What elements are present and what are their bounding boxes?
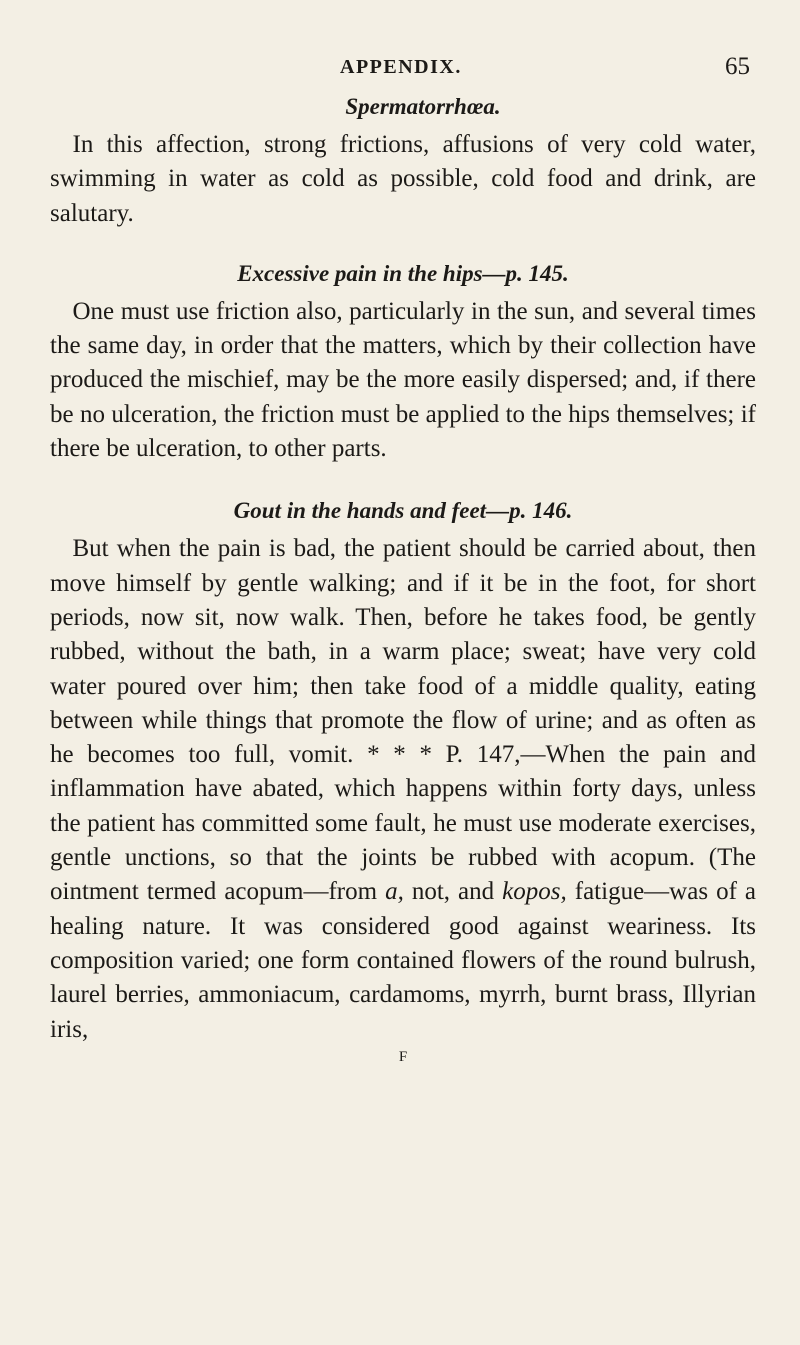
section-heading-hips-ref: —p. 145.	[482, 260, 569, 286]
section-text-hips: One must use friction also, particularly in the sun, and several times the same day, in order that the matters, which by their collection have produced the mischief, may be the more easily dispersed; and, if there be no ulceration, the friction must be applied to the hips themselves; if there be ulceration, to other parts.	[50, 297, 756, 463]
gout-italic-kopos: kopos,	[502, 878, 567, 906]
gout-italic-a: a,	[385, 878, 404, 906]
section-heading-hips	[50, 257, 756, 291]
book-page	[50, 53, 757, 1066]
running-head-title: APPENDIX.	[340, 56, 462, 78]
gout-text-part-1: But when the pain is bad, the patient should be carried about, then move himself by gentle walking; and if it be in the foot, for short periods, now sit, now walk. Then, before he takes food, be gently rubbed, without the bath, in a warm place; sweat; have very cold water poured over him; then take food of a middle quality, eating between while things that promote the flow of urine; and as often as he becomes too full, vomit. * * * P. 147,—When the pain and inflammation have abated, which happens within forty days, unless the patient has committed some fault, he must use moderate exercises, gentle unctions, so that the joints be rubbed with acopum. (The ointment termed acopum—from	[50, 535, 756, 906]
page-number: 65	[725, 53, 750, 80]
running-head	[50, 53, 756, 90]
section-text-spermatorrhoea: In this affection, strong frictions, affusions of very cold water, swimming in water as cold as possible, cold food and drink, are salutary.	[50, 131, 756, 227]
gout-text-part-3: fatigue—was of a healing nature. It was considered good against weariness. Its composition varied; one form contained flowers of the round bulrush, laurel berries, ammoniacum, cardamoms, myrrh, burnt brass, Illyrian iris,	[50, 878, 757, 1043]
section-heading-gout-title: Gout in the hands and feet	[233, 498, 487, 524]
section-heading-gout	[50, 494, 756, 528]
gout-text-part-2: not, and	[403, 878, 503, 906]
section-text-gout	[50, 532, 756, 1046]
section-heading-hips-title: Excessive pain in the hips	[237, 260, 483, 286]
section-heading-gout-ref: —p. 146.	[486, 498, 573, 524]
signature-mark: F	[398, 1048, 408, 1065]
section-heading-spermatorrhoea: Spermatorrhœa.	[345, 94, 501, 119]
